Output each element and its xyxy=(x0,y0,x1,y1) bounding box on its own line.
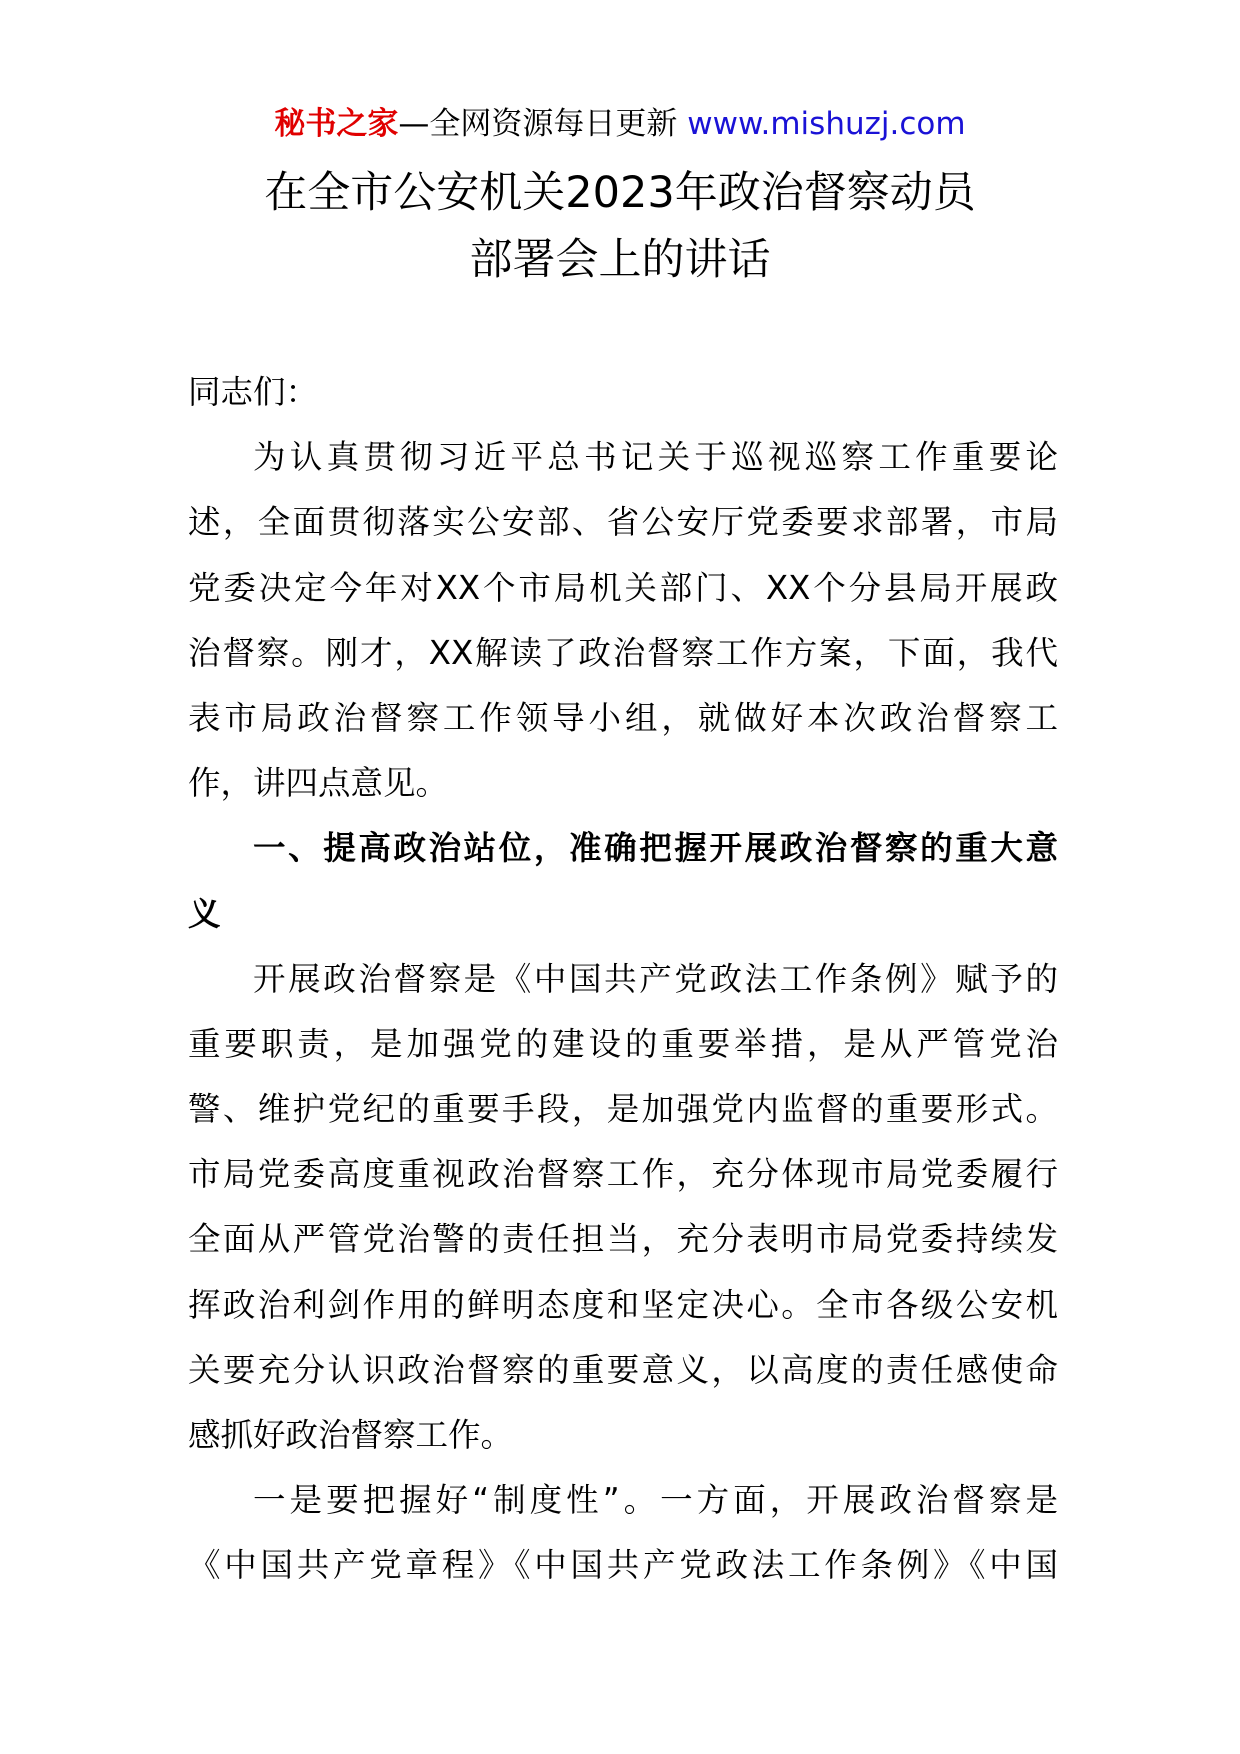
salutation: 同志们： xyxy=(188,373,319,411)
brand-name: 秘书之家 xyxy=(274,106,399,142)
site-header xyxy=(0,100,1240,148)
paragraph-line: 述，全面贯彻落实公安部、省公安厅党委要求部署，市局 xyxy=(188,503,1058,542)
paragraph-line: 挥政治利剑作用的鲜明态度和坚定决心。全市各级公安机 xyxy=(188,1285,1058,1324)
site-url-link[interactable]: www.mishuzj.com xyxy=(687,106,966,142)
paragraph-line: 作，讲四点意见。 xyxy=(188,764,449,803)
section-heading-line: 义 xyxy=(188,894,221,933)
section-heading-line: 一、提高政治站位，准确把握开展政治督察的重大意 xyxy=(253,829,1058,868)
paragraph-line: 关要充分认识政治督察的重要意义，以高度的责任感使命 xyxy=(188,1350,1058,1389)
paragraph-line: 市局党委高度重视政治督察工作，充分体现市局党委履行 xyxy=(188,1155,1058,1194)
paragraph-line: 重要职责，是加强党的建设的重要举措，是从严管党治 xyxy=(188,1024,1058,1063)
document-title-line-1: 在全市公安机关2023年政治督察动员 xyxy=(264,168,976,218)
document-body xyxy=(188,360,1058,1599)
paragraph-line: 全面从严管党治警的责任担当，充分表明市局党委持续发 xyxy=(188,1220,1058,1259)
paragraph-line: 开展政治督察是《中国共产党政法工作条例》赋予的 xyxy=(253,959,1058,998)
paragraph-line: 为认真贯彻习近平总书记关于巡视巡察工作重要论 xyxy=(253,438,1058,477)
paragraph-line: 感抓好政治督察工作。 xyxy=(188,1416,514,1454)
paragraph-line: 一是要把握好“制度性”。一方面，开展政治督察是 xyxy=(253,1481,1058,1520)
paragraph-line: 《中国共产党章程》《中国共产党政法工作条例》《中国 xyxy=(188,1546,1058,1585)
document-title-line-2: 部署会上的讲话 xyxy=(469,235,771,285)
paragraph-line: 党委决定今年对XX个市局机关部门、XX个分县局开展政 xyxy=(188,568,1058,607)
paragraph-line: 表市局政治督察工作领导小组，就做好本次政治督察工 xyxy=(188,698,1058,737)
paragraph-line: 治督察。刚才，XX解读了政治督察工作方案，下面，我代 xyxy=(188,633,1058,672)
paragraph-line: 警、维护党纪的重要手段，是加强党内监督的重要形式。 xyxy=(188,1090,1058,1129)
header-tagline: —全网资源每日更新 xyxy=(398,106,678,142)
